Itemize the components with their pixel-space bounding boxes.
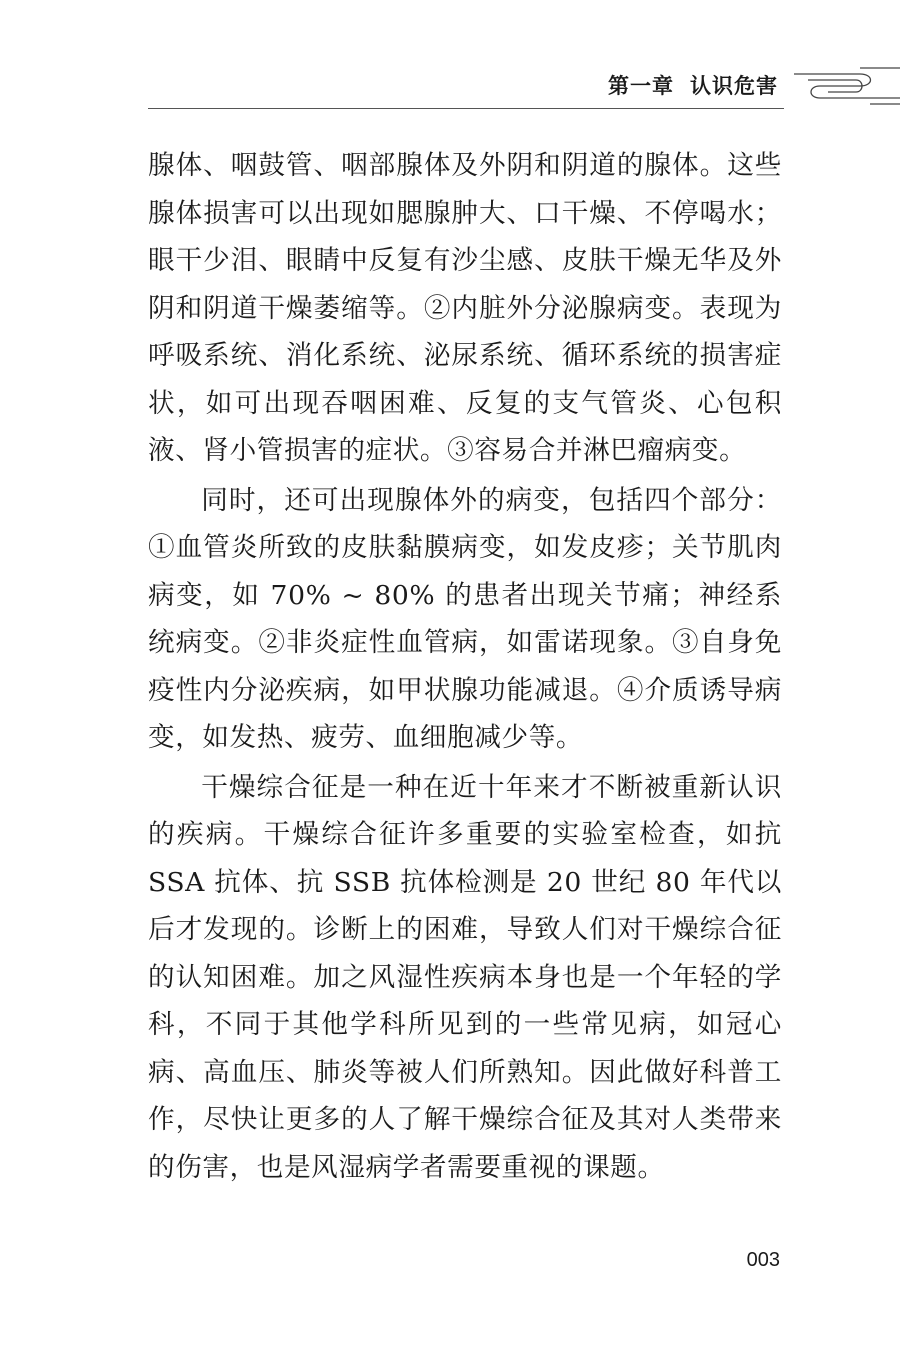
running-head (560, 70, 778, 100)
paragraph-1: 腺体、咽鼓管、咽部腺体及外阴和阴道的腺体。这些腺体损害可以出现如腮腺肿大、口干燥、不停喝水；眼干少泪、眼睛中反复有沙尘感、皮肤干燥无华及外阴和阴道干燥萎缩等。②内脏外分泌腺病变。表现为呼吸系统、消化系统、泌尿系统、循环系统的损害症状，如可出现吞咽困难、反复的支气管炎、心包积液、肾小管损害的症状。③容易合并淋巴瘤病变。 (148, 150, 782, 466)
chapter-title: 认识危害 (690, 74, 778, 98)
chapter-label: 第一章 (608, 74, 674, 98)
page-number: 003 (746, 1249, 780, 1271)
wave-ornament-icon (790, 60, 900, 110)
body-text (148, 142, 782, 1191)
header-rule (148, 108, 784, 109)
paragraph-2: 同时，还可出现腺体外的病变，包括四个部分：①血管炎所致的皮肤黏膜病变，如发皮疹；关节肌肉病变，如 70% ~ 80% 的患者出现关节痛；神经系统病变。②非炎症性血管病，如雷诺现象。③自身免疫性内分泌疾病，如甲状腺功能减退。④介质诱导病变，如发热、疲劳、血细胞减少等。 (148, 484, 782, 753)
paragraph-3: 干燥综合征是一种在近十年来才不断被重新认识的疾病。干燥综合征许多重要的实验室检查，如抗 SSA 抗体、抗 SSB 抗体检测是 20 世纪 80 年代以后才发现的。诊断上的困难，导致人们对干燥综合征的认知困难。加之风湿性疾病本身也是一个年轻的学科，不同于其他学科所见到的一些常见病，如冠心病、高血压、肺炎等被人们所熟知。因此做好科普工作，尽快让更多的人了解干燥综合征及其对人类带来的伤害，也是风湿病学者需要重视的课题。 (148, 771, 782, 1183)
